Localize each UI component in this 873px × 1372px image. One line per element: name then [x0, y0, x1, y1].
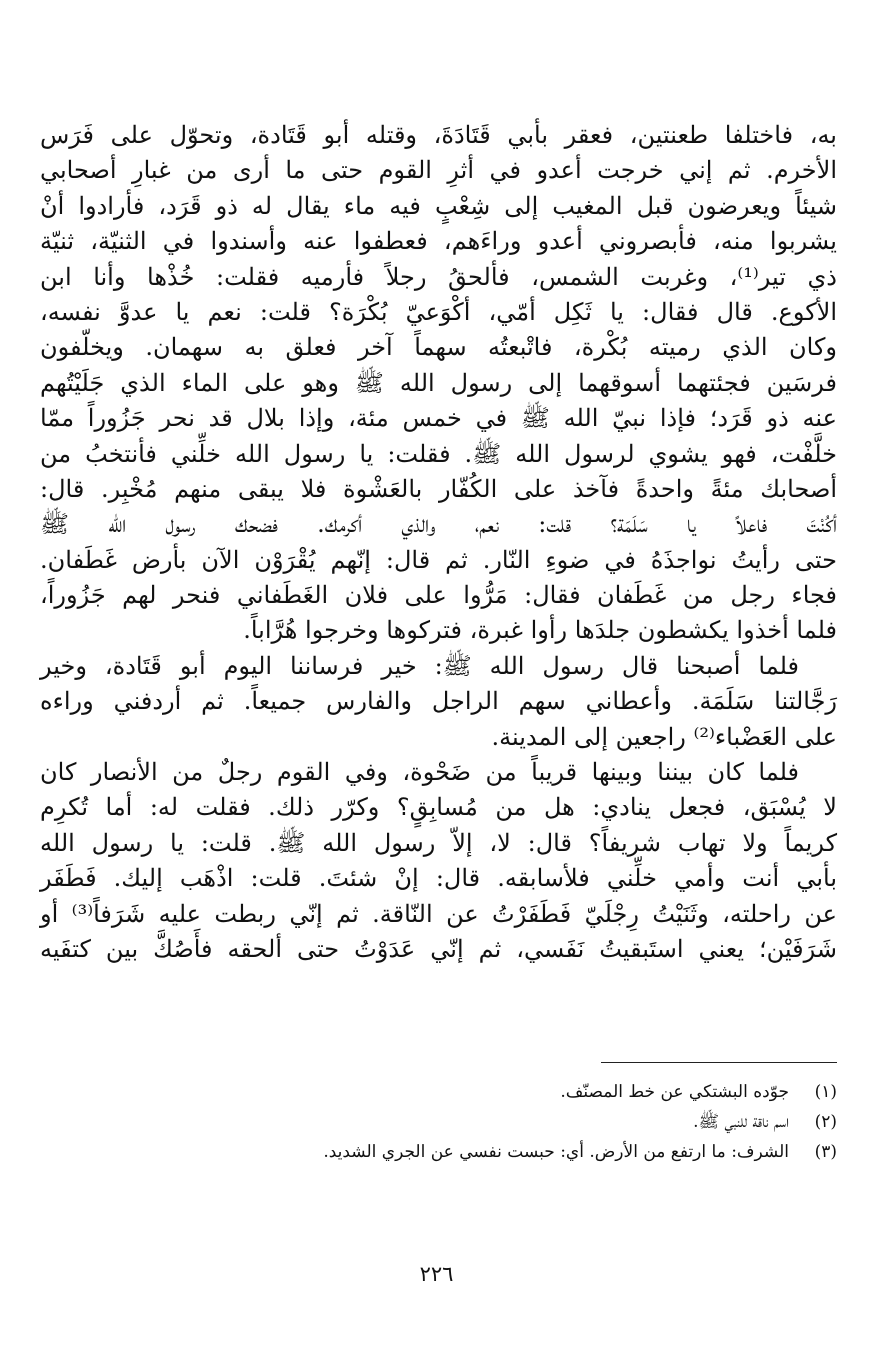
body-line: لا يُسْبَق، فجعل ينادي: هل من مُسابِقٍ؟ وكرّر ذلك. فقلت له: أما تُكرِم: [40, 793, 837, 822]
footnote-text: اسم ناقة للنبي ﷺ.: [693, 1112, 789, 1132]
body-line: فلما أصبحنا قال رسول الله ﷺ: خير فرساننا اليوم أبو قَتَادة، وخير: [40, 651, 799, 680]
body-line: عن راحلته، وثَنَيْتُ رِجْلَيّ فَطَفَرْتُ عن النّاقة. ثم إنّي ربطت عليه شَرَفاً⁽³⁾ أو: [40, 899, 837, 928]
body-line: شَرَفَيْن؛ يعني استَبقيتُ نَفَسي، ثم إنّي عَدَوْتُ حتى ألحقه فأَصُكَّ بين كتفَيه: [40, 934, 837, 963]
body-line: خلَّفْت، فهو يشوي لرسول الله ﷺ. فقلت: يا رسول الله خلِّني فأنتخبُ من: [40, 439, 837, 468]
footnote-text: الشرف: ما ارتفع من الأرض. أي: حبست نفسي عن الجري الشديد.: [323, 1142, 789, 1162]
footnote-number: (١): [814, 1082, 837, 1102]
footnote-number: (٢): [814, 1112, 837, 1132]
body-line: فرسَين فجئتهما أسوقهما إلى رسول الله ﷺ وهو على الماء الذي جَلَيْتُهم: [40, 368, 837, 397]
body-line: ذي تير⁽¹⁾، وغربت الشمس، فألحقُ رجلاً فأرميه فقلت: خُذْها وأنا ابن: [40, 262, 837, 291]
body-text: [40, 118, 837, 967]
body-line: يشربوا منه، فأبصروني أعدو وراءَهم، فعطفوا عنه وأسندوا في الثنيّة، ثنيّة: [40, 227, 837, 256]
footnote: [40, 1137, 837, 1167]
body-line: الأكوع. قال فقال: يا ثَكِل أمّي، أكْوَعيّ بُكْرَة؟ قلت: نعم يا عدوَّ نفسه،: [40, 297, 837, 326]
body-line: بأبي أنت وأمي خلِّني فلأسابقه. قال: إنْ شئتَ. قلت: اذْهَب إليك. فَطَفَر: [40, 864, 837, 893]
body-line: فجاء رجل من غَطَفان فقال: مَرُّوا على فلان الغَطَفاني فنحر لهم جَزُوراً،: [40, 581, 837, 610]
body-line: به، فاختلفا طعنتين، فعقر بأبي قَتَادَةَ، وقتله أبو قَتَادة، وتحوّل على فَرَس: [40, 121, 837, 149]
page: [40, 118, 837, 967]
footnote-number: (٣): [814, 1142, 837, 1162]
body-line: فلما أخذوا يكشطون جلدَها رأوا غبرة، فتركوها وخرجوا هُرَّاباً.: [243, 616, 837, 645]
body-line: أصحابك مئةً واحدةً فآخذ على الكُفّار بالعَشْوة فلا يبقى منهم مُخْبِر. قال:: [40, 474, 837, 503]
body-line: كريماً ولا تهاب شريفاً؟ قال: لا، إلاّ رسول الله ﷺ. قلت: يا رسول الله: [40, 828, 838, 857]
footnote: [40, 1107, 837, 1137]
footnotes: [40, 1062, 837, 1167]
body-line: فلما كان بيننا وبينها قريباً من ضَحْوة، وفي القوم رجلٌ من الأنصار كان: [40, 758, 799, 787]
body-line: حتى رأيتُ نواجذَهُ في ضوءِ النّار. ثم قال: إنّهم يُقْرَوْن الآن بأرض غَطَفان.: [40, 545, 837, 574]
footnote-list: [40, 1077, 837, 1167]
body-line: وكان الذي رميته بُكْرة، فاتْبعتُه سهماً آخر فعلق به سهمان. ويخلّفون: [40, 333, 837, 362]
body-line: عنه ذو قَرَد؛ فإذا نبيّ الله ﷺ في خمس مئة، وإذا بلال قد نحر جَزُوراً ممّا: [40, 404, 837, 433]
footnote-rule: [601, 1062, 837, 1063]
page-number: ٢٢٦: [419, 1262, 454, 1286]
body-line: رَجَّالتنا سَلَمَة. وأعطاني سهم الراجل والفارس جميعاً. ثم أردفني وراءه: [40, 687, 837, 716]
body-line: أكُنْتَ فاعلاً يا سَلَمَة؟ قلت: نعم، والذي أكرمك. فضحك رسول الله ﷺ: [40, 510, 837, 539]
body-line: على العَضْباء⁽²⁾ راجعين إلى المدينة.: [491, 722, 837, 751]
body-line: الأخرم. ثم إني خرجت أعدو في أثرِ القوم حتى ما أرى من غبارِ أصحابي: [40, 156, 837, 185]
footnote: [40, 1077, 837, 1107]
footnote-text: جوّده البشتكي عن خط المصنّف.: [560, 1082, 789, 1102]
body-line: شيئاً ويعرضون قبل المغيب إلى شِعْبٍ فيه ماء يقال له ذو قَرَد، فأرادوا أنْ: [40, 191, 837, 220]
